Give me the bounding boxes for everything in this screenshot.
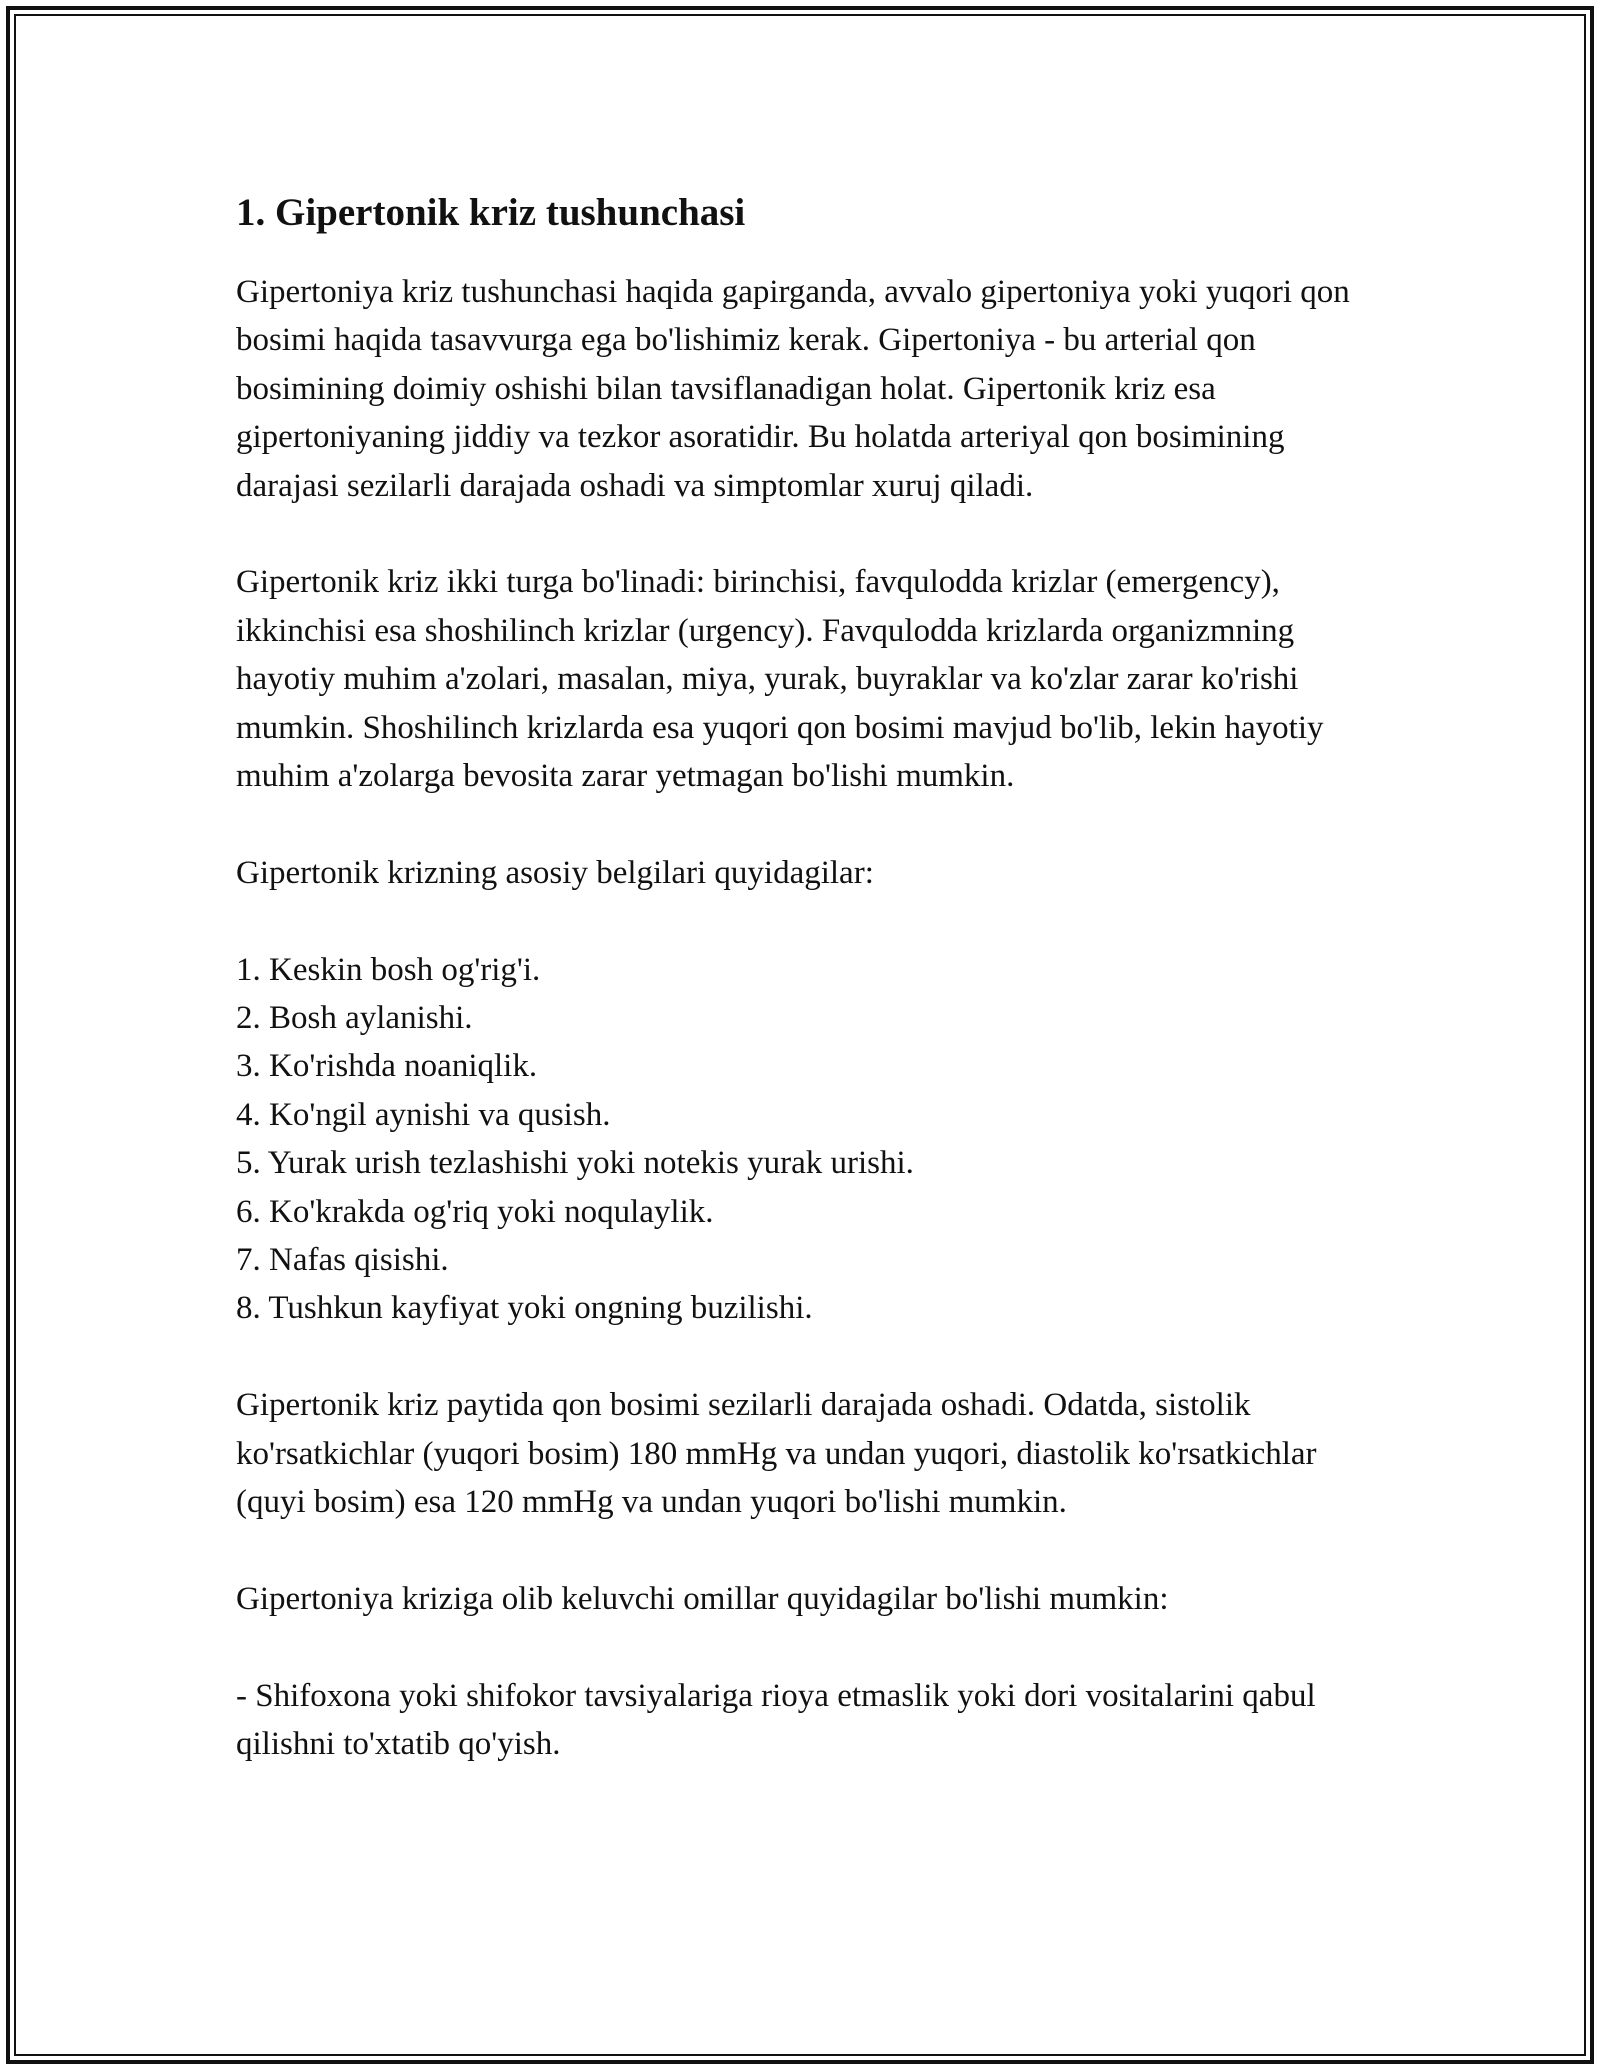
list-item: 3. Ko'rishda noaniqlik. [236, 1048, 538, 1085]
paragraph-cause-item: - Shifoxona yoki shifokor tavsiyalariga rioya etmaslik yoki dori vositalarini qabul qilishni to'xtatib qo'yish. [236, 1677, 1316, 1763]
list-item: 1. Keskin bosh og'rig'i. [236, 951, 541, 988]
list-item: 8. Tushkun kayfiyat yoki ongning buzilishi. [236, 1290, 813, 1327]
document-body [236, 188, 1386, 1817]
paragraph-symptoms-intro: Gipertonik krizning asosiy belgilari quyidagilar: [236, 854, 874, 891]
list-item: 4. Ko'ngil aynishi va qusish. [236, 1096, 611, 1133]
paragraph-blood-pressure: Gipertonik kriz paytida qon bosimi sezilarli darajada oshadi. Odatda, sistolik ko'rsatkichlar (yuqori bosim) 180 mmHg va undan yuqori, diastolik ko'rsatkichlar (quyi bosim) esa 120 mmHg va undan yuqori bo'lishi mumkin. [236, 1387, 1317, 1521]
section-heading: 1. Gipertonik kriz tushunchasi [236, 191, 746, 234]
list-item: 6. Ko'krakda og'riq yoki noqulaylik. [236, 1193, 714, 1230]
paragraph-definition: Gipertoniya kriz tushunchasi haqida gapirganda, avvalo gipertoniya yoki yuqori qon bosimi haqida tasavvurga ega bo'lishimiz kerak. Gipertoniya - bu arterial qon bosimining doimiy oshishi bilan tavsiflanadigan holat. Gipertonik kriz esa gipertoniyaning jiddiy va tezkor asoratidir. Bu holatda arteriyal qon bosimining darajasi sezilarli darajada oshadi va simptomlar xuruj qiladi. [236, 274, 1350, 504]
list-item: 5. Yurak urish tezlashishi yoki notekis yurak urishi. [236, 1145, 914, 1182]
list-item: 2. Bosh aylanishi. [236, 1000, 473, 1037]
paragraph-causes-intro: Gipertoniya kriziga olib keluvchi omillar quyidagilar bo'lishi mumkin: [236, 1580, 1169, 1617]
list-item: 7. Nafas qisishi. [236, 1242, 449, 1279]
symptoms-list [236, 946, 1386, 1333]
paragraph-types: Gipertonik kriz ikki turga bo'linadi: birinchisi, favqulodda krizlar (emergency), ikkinchisi esa shoshilinch krizlar (urgency). Favqulodda krizlarda organizmning hayotiy muhim a'zolari, masalan, miya, yurak, buyraklar va ko'zlar zarar ko'rishi mumkin. Shoshilinch krizlarda esa yuqori qon bosimi mavjud bo'lib, lekin hayotiy muhim a'zolarga bevosita zarar yetmagan bo'lishi mumkin. [236, 564, 1324, 795]
